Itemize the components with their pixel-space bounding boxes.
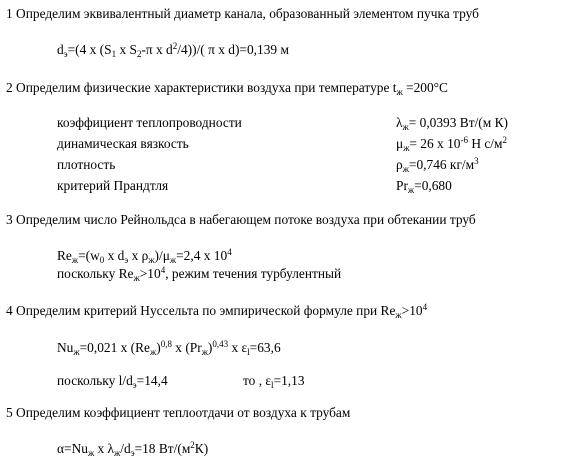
- property-value: $Pr_ж=0,680$: [396, 178, 452, 195]
- property-value: $\rho_ж=0,746$ $кг/м^3$: [396, 156, 479, 174]
- property-value: $\mu_ж= 26$ х $10^{-6}$ Н $с/м^2$: [396, 135, 507, 153]
- property-row-viscosity: [57, 136, 577, 152]
- property-row-density: [57, 157, 577, 173]
- property-label: критерий Прандтля: [57, 178, 169, 193]
- property-label: динамическая вязкость: [57, 136, 189, 151]
- length-ratio-note: поскольку $l/d_э=14,4$: [57, 373, 168, 390]
- section-5-heading: 5 Определим коэффициент теплоотдачи от воздуха к трубам: [6, 405, 351, 420]
- property-value: $\lambda_ж= 0,0393$ Вт/(м К): [396, 115, 508, 132]
- property-label: плотность: [57, 157, 116, 172]
- section-3-heading: 3 Определим число Рейнольдса в набегающем потоке воздуха при обтекании труб: [6, 212, 476, 227]
- property-label: коэффициент теплопроводности: [57, 115, 242, 130]
- property-row-conductivity: [57, 115, 577, 131]
- section-4-heading: 4 Определим критерий Нуссельта по эмпирической формуле при $Re_ж>10^4$: [6, 302, 428, 320]
- formula-reynolds: $Re_ж=(w_0$ х $d_э$ х $\rho_ж)/\mu_ж=2,4$ х $10^4$: [57, 247, 232, 265]
- section-2-heading: 2 Определим физические характеристики воздуха при температуре $t_ж =200^\circ С$: [6, 80, 448, 97]
- formula-equivalent-diameter: $d_э=(4$ х ($S_1$ х $S_2-\pi$ х $d^2/4))/$( π х d)=0,139 м: [57, 41, 289, 59]
- flow-regime-note: поскольку $Re_ж>10^4$, режим течения турбулентный: [57, 265, 342, 283]
- formula-heat-transfer-coefficient: $\alpha=Nu_ж$ х $\lambda_ж/d_э=18$ $Вт/(м^2К)$: [57, 440, 209, 458]
- property-row-prandtl: [57, 178, 577, 194]
- correction-factor-note: то , $\varepsilon_l=1,13$: [243, 373, 305, 390]
- formula-nusselt: $Nu_ж=0,021$ х $(Re_ж)^{0,8}$ х $(Pr_ж)^{0,43}$ х $\varepsilon_l=63,6$: [57, 339, 281, 357]
- section-1-heading: 1 Определим эквивалентный диаметр канала, образованный элементом пучка труб: [6, 6, 479, 21]
